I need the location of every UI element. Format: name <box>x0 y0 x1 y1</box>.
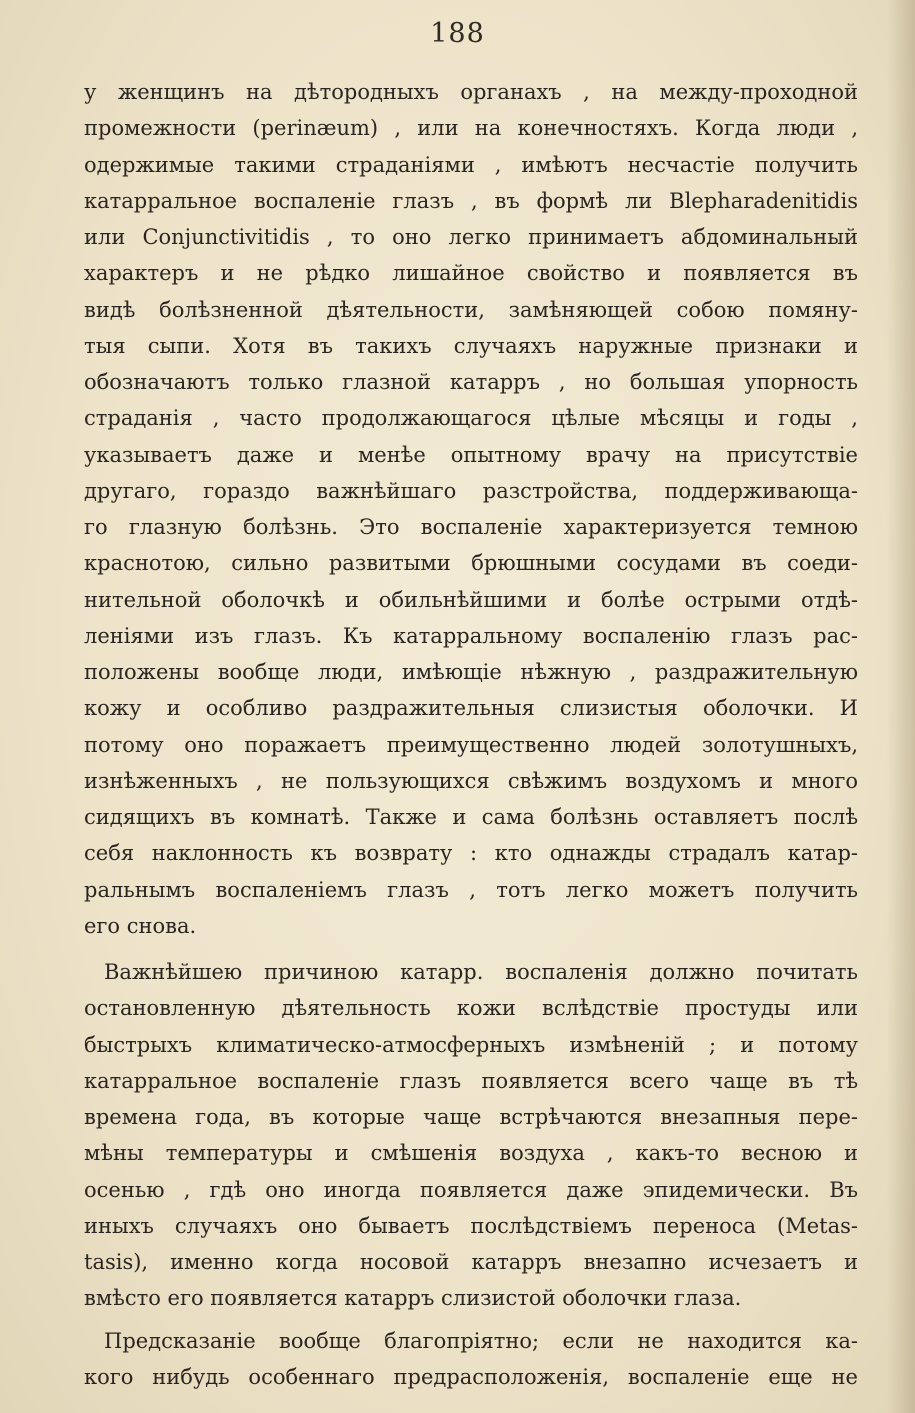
text-line: остановленную дѣятельность кожи вслѣдствіе простуды или <box>84 996 858 1021</box>
text-line: краснотою, сильно развитыми брюшными сосудами въ соеди- <box>84 551 858 576</box>
paragraph-spacer <box>84 944 858 954</box>
text-line: у женщинъ на дѣтородныхъ органахъ , на между-проходной <box>84 80 858 104</box>
text-line: себя наклонность къ возврату : кто однажды страдалъ катар- <box>84 841 858 866</box>
text-line: характеръ и не рѣдко лишайное свойство и появляется въ <box>84 261 858 286</box>
text-line: тыя сыпи. Хотя въ такихъ случаяхъ наружные признаки и <box>84 333 858 358</box>
text-line: времена года, въ которые чаще встрѣчаются внезапныя пере- <box>84 1105 858 1129</box>
text-line: обозначаютъ только глазной катарръ , но большая упорность <box>84 370 858 394</box>
paragraph-2 <box>84 954 858 1317</box>
text-line: Предсказаніе вообще благопріятно; если не находится ка- <box>104 1328 858 1353</box>
text-line: Важнѣйшею причиною катарр. воспаленія должно почитать <box>104 960 858 984</box>
paragraph-1 <box>84 74 858 944</box>
page-edge-shadow <box>887 0 915 1413</box>
page-number: 188 <box>430 18 485 49</box>
text-line: видѣ болѣзненной дѣятельности, замѣняющей собою помяну- <box>84 297 858 322</box>
text-line: мѣны температуры и смѣшенія воздуха , какъ-то весною и <box>84 1141 858 1166</box>
text-line: кого нибудь особеннаго предрасположенія, воспаленіе еще не <box>84 1364 858 1389</box>
paragraph-3 <box>84 1323 858 1396</box>
text-line: быстрыхъ климатическо-атмосферныхъ измѣненій ; и потому <box>84 1032 858 1057</box>
text-line: промежности (perinæum) , или на конечностяхъ. Когда люди , <box>84 116 858 141</box>
body-text <box>84 74 858 1395</box>
text-line: катарральное воспаленіе глазъ , въ формѣ ли Blepharadenitidis <box>84 188 858 213</box>
text-line: го глазную болѣзнь. Это воспаленіе характеризуется темною <box>84 515 858 539</box>
text-line: положены вообще люди, имѣющіе нѣжную , раздражительную <box>84 660 858 684</box>
text-line: tasis), именно когда носовой катарръ внезапно исчезаетъ и <box>84 1250 858 1274</box>
text-line: осенью , гдѣ оно иногда появляется даже эпидемически. Въ <box>84 1177 858 1202</box>
text-line: сидящихъ въ комнатѣ. Также и сама болѣзнь оставляетъ послѣ <box>84 805 858 829</box>
text-line: иныхъ случаяхъ оно бываетъ послѣдствіемъ переноса (Metas- <box>84 1213 858 1238</box>
text-line: другаго, гораздо важнѣйшаго разстройства, поддерживающа- <box>84 478 858 503</box>
text-line: ральнымъ воспаленіемъ глазъ , тотъ легко можетъ получить <box>84 877 858 902</box>
text-line: страданія , часто продолжающагося цѣлые мѣсяцы и годы , <box>84 406 858 431</box>
text-line: потому оно поражаетъ преимущественно людей золотушныхъ, <box>84 732 858 757</box>
text-line: леніями изъ глазъ. Къ катарральному воспаленію глазъ рас- <box>84 623 858 648</box>
text-line: его снова. <box>84 913 197 938</box>
text-line: указываетъ даже и менѣе опытному врачу на присутствіе <box>84 442 858 467</box>
text-line: нительной оболочкѣ и обильнѣйшими и болѣе острыми отдѣ- <box>84 587 858 612</box>
text-line: катарральное воспаленіе глазъ появляется всего чаще въ тѣ <box>84 1068 858 1093</box>
text-line: изнѣженныхъ , не пользующихся свѣжимъ воздухомъ и много <box>84 768 858 793</box>
text-line: вмѣсто его появляется катарръ слизистой оболочки глаза. <box>84 1286 742 1311</box>
text-line: кожу и особливо раздражительныя слизистыя оболочки. И <box>84 696 858 721</box>
text-line: одержимые такими страданіями , имѣютъ несчастіе получить <box>84 152 858 177</box>
text-line: или Conjunctivitidis , то оно легко принимаетъ абдоминальный <box>84 225 858 249</box>
